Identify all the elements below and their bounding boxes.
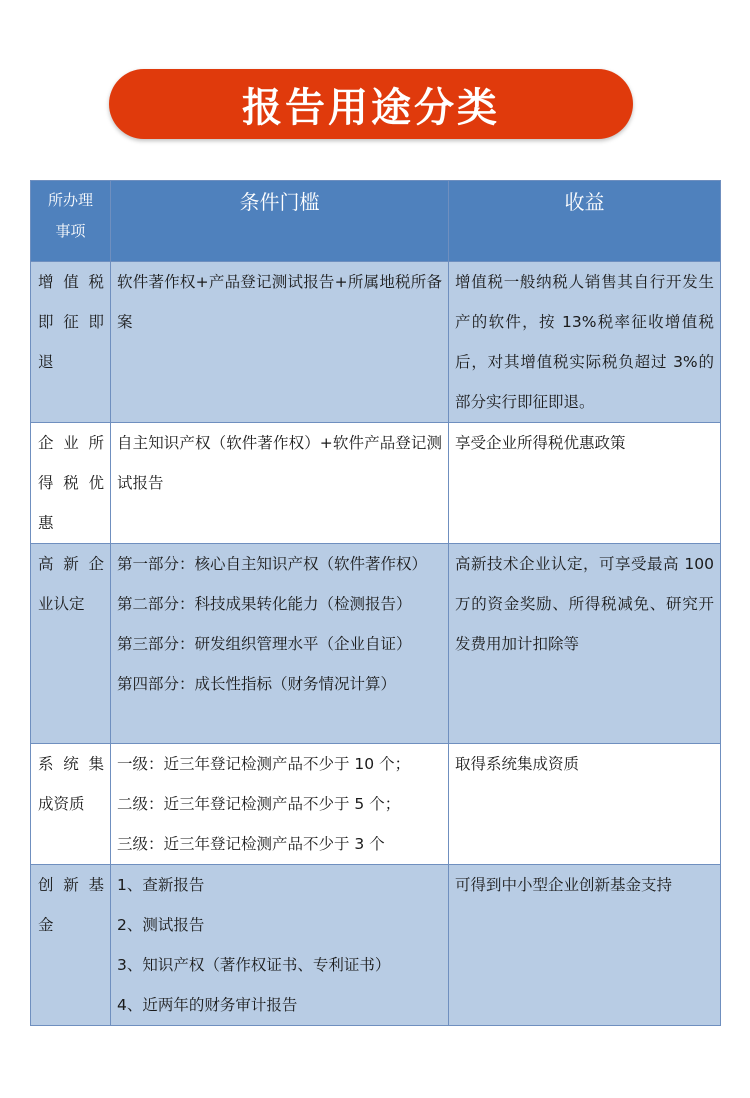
benefit-text: 增值税一般纳税人销售其自行开发生产的软件，按 13%税率征收增值税后，对其增值税实际税负超过 3%的部分实行即征即退。 — [455, 273, 714, 411]
condition-text: 自主知识产权（软件著作权）+软件产品登记测试报告 — [117, 434, 442, 492]
header-item-line2: 事项 — [55, 222, 86, 240]
item-name-line: 金 — [38, 916, 54, 934]
item-cell — [31, 865, 111, 1026]
item-name-line: 业认定 — [38, 595, 85, 613]
condition-text: 4、近两年的财务审计报告 — [117, 996, 298, 1014]
condition-text: 第一部分：核心自主知识产权（软件著作权） — [117, 555, 428, 573]
item-cell — [31, 262, 111, 423]
item-name-line: 创新基 — [38, 876, 104, 894]
item-cell — [31, 744, 111, 865]
table-row — [31, 865, 721, 1026]
table-row — [31, 744, 721, 865]
item-name-line: 惠 — [38, 514, 54, 532]
condition-text: 第四部分：成长性指标（财务情况计算） — [117, 675, 397, 693]
benefit-cell — [449, 744, 721, 865]
condition-text: 一级：近三年登记检测产品不少于 10 个； — [117, 755, 411, 773]
item-name-line: 高新企 — [38, 555, 104, 573]
item-name-line: 系统集 — [38, 755, 104, 773]
report-usage-table — [30, 180, 721, 1026]
condition-text: 第二部分：科技成果转化能力（检测报告） — [117, 595, 412, 613]
header-benefit — [449, 181, 721, 262]
item-name-line: 企业所 — [38, 434, 104, 452]
table-header-row — [31, 181, 721, 262]
condition-text: 1、查新报告 — [117, 876, 205, 894]
item-name-line: 退 — [38, 353, 54, 371]
title-banner — [109, 69, 633, 139]
header-benefit-label: 收益 — [564, 190, 605, 214]
condition-cell — [111, 423, 449, 544]
benefit-cell — [449, 262, 721, 423]
item-name-line: 得税优 — [38, 474, 104, 492]
condition-text: 三级：近三年登记检测产品不少于 3 个 — [117, 835, 385, 853]
condition-cell — [111, 544, 449, 744]
table-row — [31, 262, 721, 423]
benefit-text: 享受企业所得税优惠政策 — [455, 434, 626, 452]
header-item — [31, 181, 111, 262]
item-cell — [31, 544, 111, 744]
condition-text: 软件著作权+产品登记测试报告+所属地税所备案 — [117, 273, 442, 331]
item-name-line: 增值税 — [38, 273, 104, 291]
condition-cell — [111, 262, 449, 423]
table-row — [31, 544, 721, 744]
benefit-cell — [449, 865, 721, 1026]
header-condition — [111, 181, 449, 262]
benefit-text: 高新技术企业认定，可享受最高 100 万的资金奖励、所得税减免、研究开发费用加计扣除等 — [455, 555, 714, 653]
header-item-line1: 所办理 — [47, 191, 93, 209]
condition-text: 第三部分：研发组织管理水平（企业自证） — [117, 635, 412, 653]
condition-text: 二级：近三年登记检测产品不少于 5 个； — [117, 795, 401, 813]
item-name-line: 成资质 — [38, 795, 85, 813]
item-cell — [31, 423, 111, 544]
condition-cell — [111, 744, 449, 865]
condition-text: 3、知识产权（著作权证书、专利证书） — [117, 956, 391, 974]
condition-text: 2、测试报告 — [117, 916, 205, 934]
page-title: 报告用途分类 — [242, 84, 500, 131]
condition-cell — [111, 865, 449, 1026]
benefit-text: 可得到中小型企业创新基金支持 — [455, 876, 673, 894]
item-name-line: 即征即 — [38, 313, 104, 331]
benefit-cell — [449, 423, 721, 544]
header-condition-label: 条件门槛 — [239, 190, 320, 214]
benefit-text: 取得系统集成资质 — [455, 755, 580, 773]
benefit-cell — [449, 544, 721, 744]
table-row — [31, 423, 721, 544]
